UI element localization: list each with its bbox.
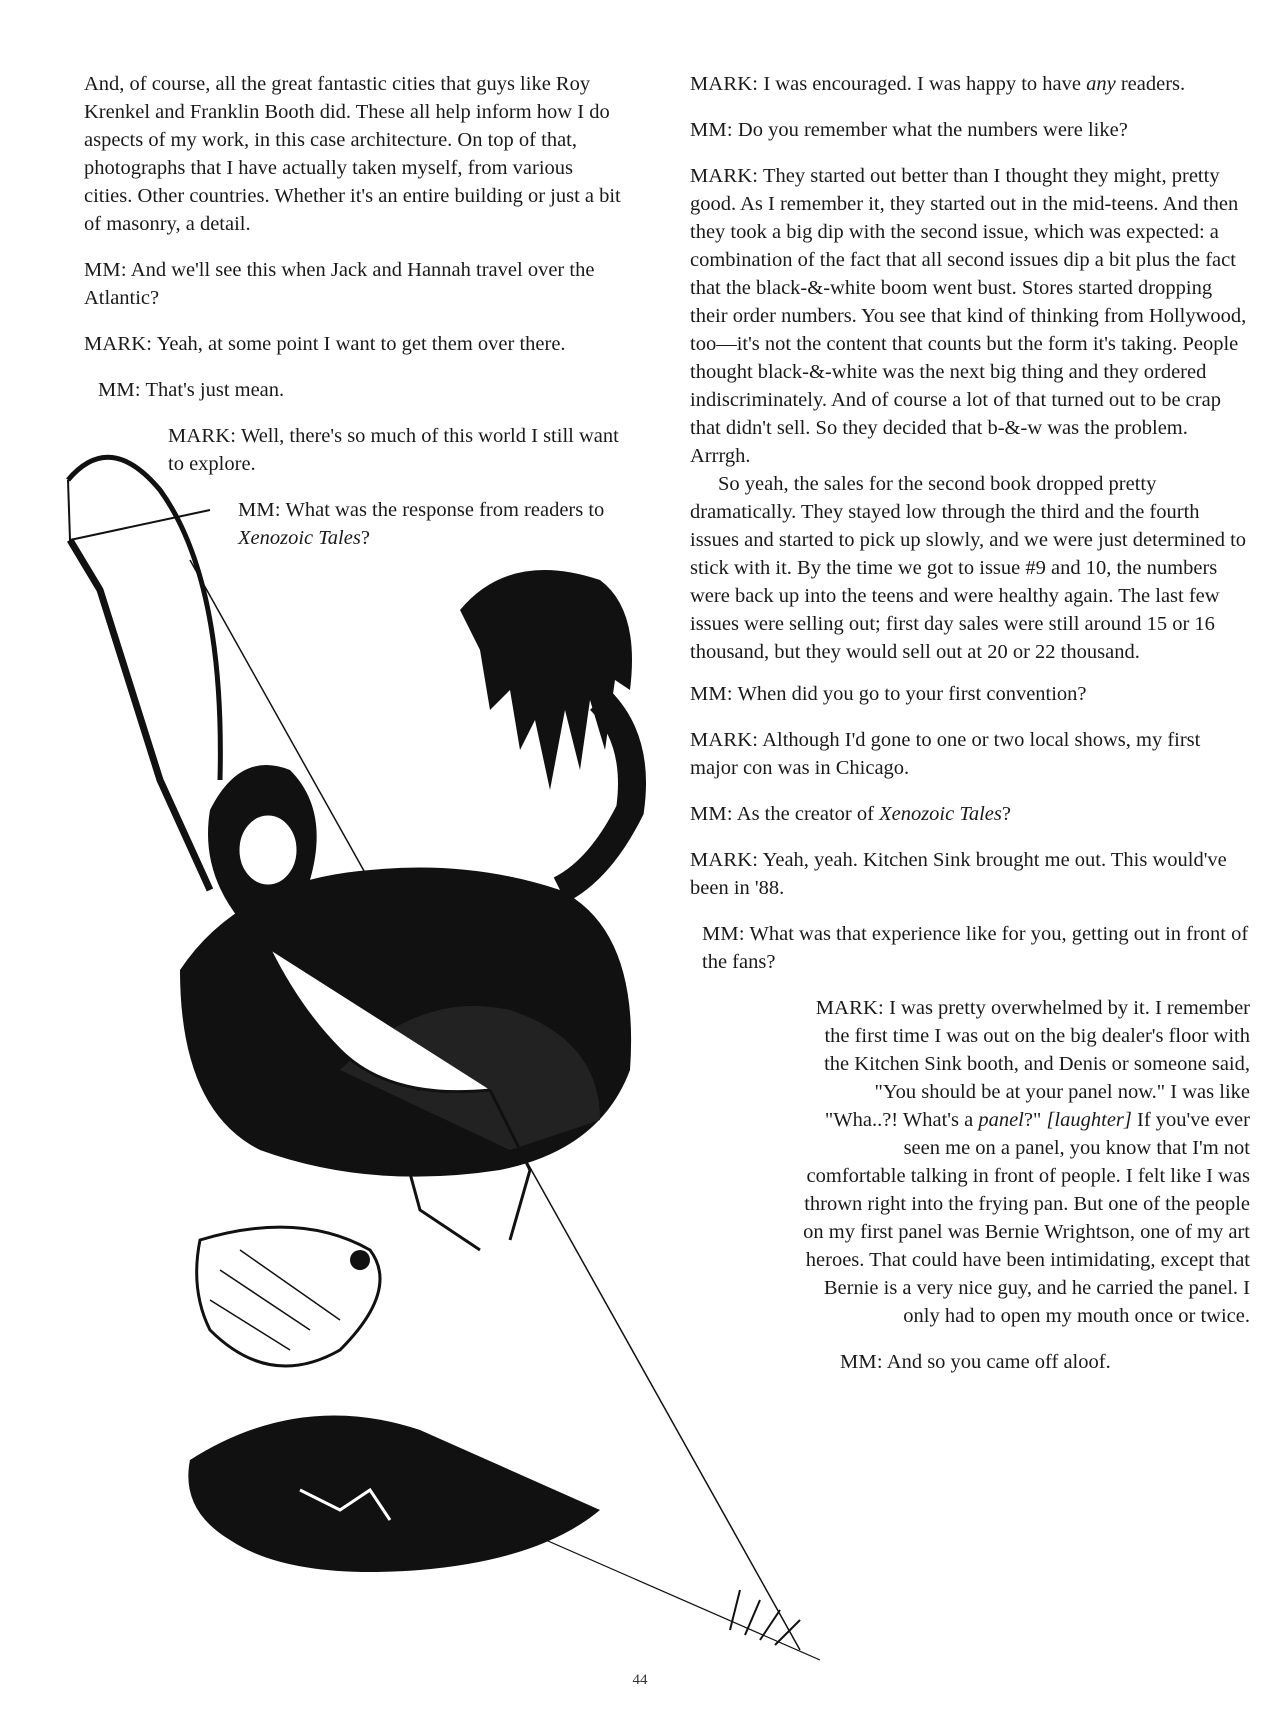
question: MM: Do you remember what the numbers were like? [690,119,1128,141]
speaker-label: MM: [690,683,733,705]
question: MM: And so you came off aloof. [840,1351,1111,1373]
answer: MARK: Yeah, yeah. Kitchen Sink brought me out. This would've been in '88. [690,849,1227,899]
speaker-label: MARK: [690,73,759,95]
emphasis: panel [978,1109,1024,1131]
speaker-label: MARK: [168,425,237,447]
speaker-label: MM: [98,379,141,401]
speaker-label: MM: [84,259,127,281]
answer: MARK: Yeah, at some point I want to get them over there. [84,333,566,355]
speaker-label: MM: [238,499,281,521]
speaker-label: MARK: [84,333,153,355]
question: MM: What was that experience like for you, getting out in front of the fans? [702,923,1249,973]
speaker-label: MARK: [690,729,759,751]
book-title: Xenozoic Tales [879,803,1002,825]
stage-direction: [laughter] [1046,1109,1132,1131]
speaker-label: MM: [690,803,733,825]
speaker-label: MARK: [815,997,884,1019]
speaker-label: MARK: [690,165,759,187]
speaker-label: MM: [690,119,733,141]
answer: MARK: I was pretty overwhelmed by it. I remember the first time I was out on the big dealer's floor with the Kitchen Sink booth, and Denis or someone said, "You should be at your panel now." I was like "Wha..?! What's a panel?" [laughter] If you've ever seen me on a panel, you know that I'm not comfortable talking in front of people. I felt like I was thrown right into the frying pan. But one of the people on my first panel was Bernie Wrightson, one of my art heroes. That could have been intimidating, except that Bernie is a very nice guy, and he carried the panel. I only had to open my mouth once or twice. [803,997,1250,1327]
right-text-column [690,70,1250,1394]
question: MM: As the creator of Xenozoic Tales? [690,803,1011,825]
left-text-column [84,70,624,570]
answer: MARK: They started out better than I thought they might, pretty good. As I remember it, they started out in the mid-teens. And then they took a big dip with the second issue, which was expected: a combination of the fact that all second issues dip a bit plus the fact that the black-&-white boom went bust. Stores started dropping their order numbers. You see that kind of thinking from Hollywood, too—it's not the content that counts but the form it's taking. People thought black-&-white was the next big thing and they ordered indiscriminately. And of course a lot of that turned out to be crap that didn't sell. So they decided that b-&-w was the problem. Arrrgh. [690,165,1247,467]
question: MM: When did you go to your first convention? [690,683,1087,705]
emphasis: any [1086,73,1116,95]
answer: MARK: I was encouraged. I was happy to have any readers. [690,73,1186,95]
book-title: Xenozoic Tales [238,527,361,549]
question: MM: And we'll see this when Jack and Hannah travel over the Atlantic? [84,259,595,309]
page-number: 44 [632,1672,648,1688]
question: MM: What was the response from readers to Xenozoic Tales? [238,499,605,549]
speaker-label: MM: [840,1351,883,1373]
speaker-label: MARK: [690,849,759,871]
question: MM: That's just mean. [98,379,285,401]
paragraph: And, of course, all the great fantastic cities that guys like Roy Krenkel and Franklin Booth did. These all help inform how I do aspects of my work, in this case architecture. On top of that, photographs that I have actually taken myself, from various cities. Other countries. Whether it's an entire building or just a bit of masonry, a detail. [84,73,621,235]
answer: MARK: Although I'd gone to one or two local shows, my first major con was in Chicago. [690,729,1201,779]
paragraph: So yeah, the sales for the second book dropped pretty dramatically. They stayed low through the third and the fourth issues and started to pick up slowly, and we were just determined to stick with it. By the time we got to issue #9 and 10, the numbers were back up into the teens and were healthy again. The last few issues were selling out; first day sales were still around 15 or 16 thousand, but they would sell out at 20 or 22 thousand. [690,473,1247,663]
speaker-label: MM: [702,923,745,945]
answer: MARK: Well, there's so much of this world I still want to explore. [168,425,619,475]
